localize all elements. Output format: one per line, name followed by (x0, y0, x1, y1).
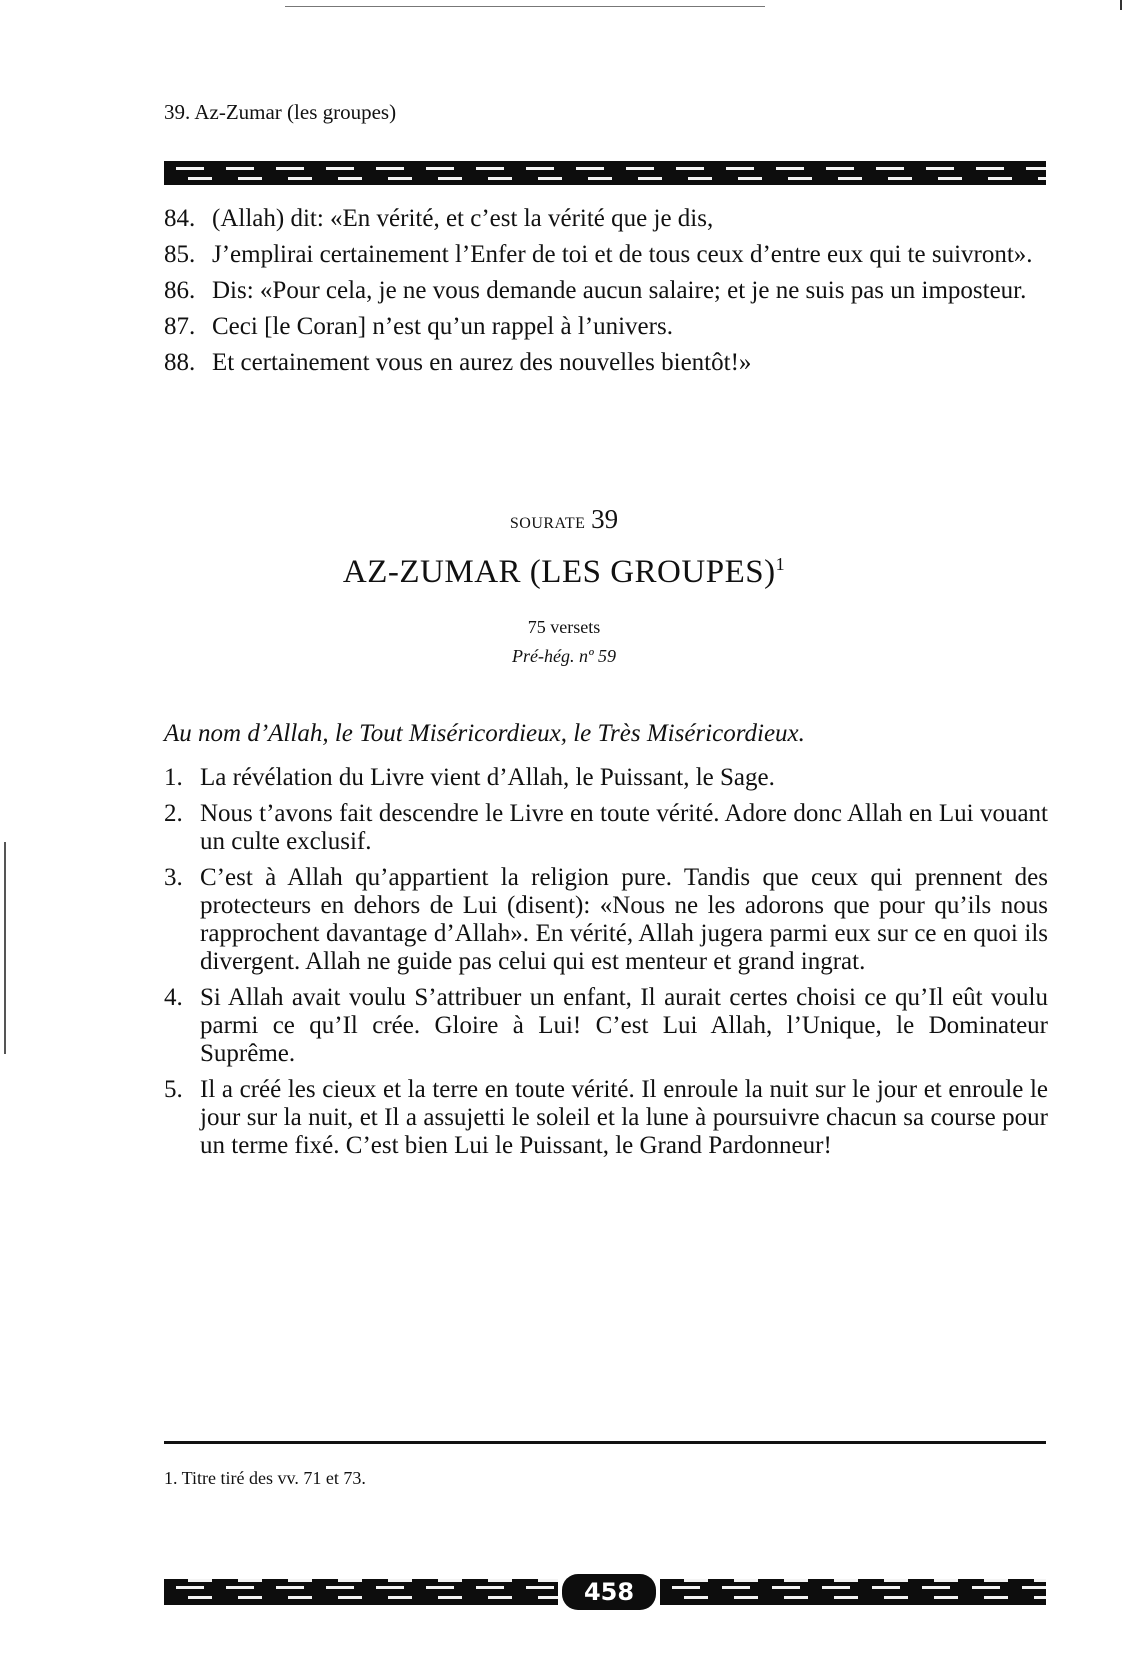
verse-text: Dis: «Pour cela, je ne vous demande aucun salaire; et je ne suis pas un imposteur. (212, 277, 1027, 304)
sourate-title-line (0, 554, 1128, 591)
verse-count: 75 versets (527, 617, 601, 637)
verse-item (164, 313, 1048, 341)
verse-item (164, 1076, 1048, 1160)
verse-text: La révélation du Livre vient d’Allah, le Puissant, le Sage. (200, 764, 775, 791)
margin-mark (4, 842, 6, 1054)
verses-sourate-39 (164, 764, 1048, 1168)
sourate-heading (0, 504, 1128, 535)
revelation-period: Pré-hég. nº 59 (511, 646, 617, 666)
verse-item (164, 764, 1048, 792)
verse-number: 3. (164, 864, 183, 891)
verse-number: 87. (164, 313, 196, 340)
sourate-number: 39 (591, 504, 619, 534)
verse-text: Et certainement vous en aurez des nouvelles bientôt!» (212, 349, 752, 376)
page-number: 458 (562, 1574, 656, 1610)
verse-text: Si Allah avait voulu S’attribuer un enfant, Il aurait certes choisi ce qu’Il eût voulu parmi ce qu’Il crée. Gloire à Lui! C’est Lui Allah, l’Unique, le Dominateur Suprême. (200, 984, 1048, 1067)
footnote-ref[interactable]: 1 (775, 554, 786, 574)
verse-text: Ceci [le Coran] n’est qu’un rappel à l’univers. (212, 313, 673, 340)
verse-number: 1. (164, 764, 183, 791)
verse-text: Il a créé les cieux et la terre en toute vérité. Il enroule la nuit sur le jour et enroule le jour sur la nuit, et Il a assujetti le soleil et la lune à poursuivre chacun sa course pour un terme fixé. C’est bien Lui le Puissant, le Grand Pardonneur! (200, 1076, 1048, 1159)
verse-number: 86. (164, 277, 196, 304)
verse-number: 2. (164, 800, 183, 827)
footnote-rule (164, 1441, 1046, 1444)
verse-item (164, 241, 1048, 269)
verses-previous-sourate (164, 205, 1048, 385)
verse-item (164, 800, 1048, 856)
basmala: Au nom d’Allah, le Tout Miséricordieux, le Très Miséricordieux. (164, 720, 805, 747)
verse-text: (Allah) dit: «En vérité, et c’est la vérité que je dis, (212, 205, 714, 232)
top-rule (285, 6, 765, 7)
verse-item (164, 205, 1048, 233)
ornamental-band-bottom-left (164, 1579, 558, 1605)
verse-text: Nous t’avons fait descendre le Livre en toute vérité. Adore donc Allah en Lui vouant un culte exclusif. (200, 800, 1048, 855)
sourate-label: sourate (509, 508, 586, 533)
footnote: 1. Titre tiré des vv. 71 et 73. (164, 1468, 366, 1488)
verse-number: 84. (164, 205, 196, 232)
sourate-title: AZ-ZUMAR (LES GROUPES) (342, 554, 776, 590)
verse-item (164, 277, 1048, 305)
verse-text: J’emplirai certainement l’Enfer de toi et de tous ceux d’entre eux qui te suivront». (212, 241, 1033, 268)
ornamental-band-top (164, 161, 1046, 185)
ornamental-band-bottom-right (660, 1579, 1046, 1605)
verse-item (164, 349, 1048, 377)
verse-text: C’est à Allah qu’appartient la religion pure. Tandis que ceux qui prennent des protecteurs en dehors de Lui (disent): «Nous ne les adorons que pour qu’ils nous rapprochent davantage d’Allah». En vérité, Allah jugera parmi eux sur ce en quoi ils divergent. Allah ne guide pas celui qui est menteur et grand ingrat. (200, 864, 1048, 975)
verse-item (164, 984, 1048, 1068)
verse-number: 5. (164, 1076, 183, 1103)
running-head: 39. Az-Zumar (les groupes) (164, 100, 397, 124)
verse-number: 85. (164, 241, 196, 268)
verse-item (164, 864, 1048, 976)
verse-number: 88. (164, 349, 196, 376)
verse-number: 4. (164, 984, 183, 1011)
corner-mark (1120, 0, 1122, 10)
